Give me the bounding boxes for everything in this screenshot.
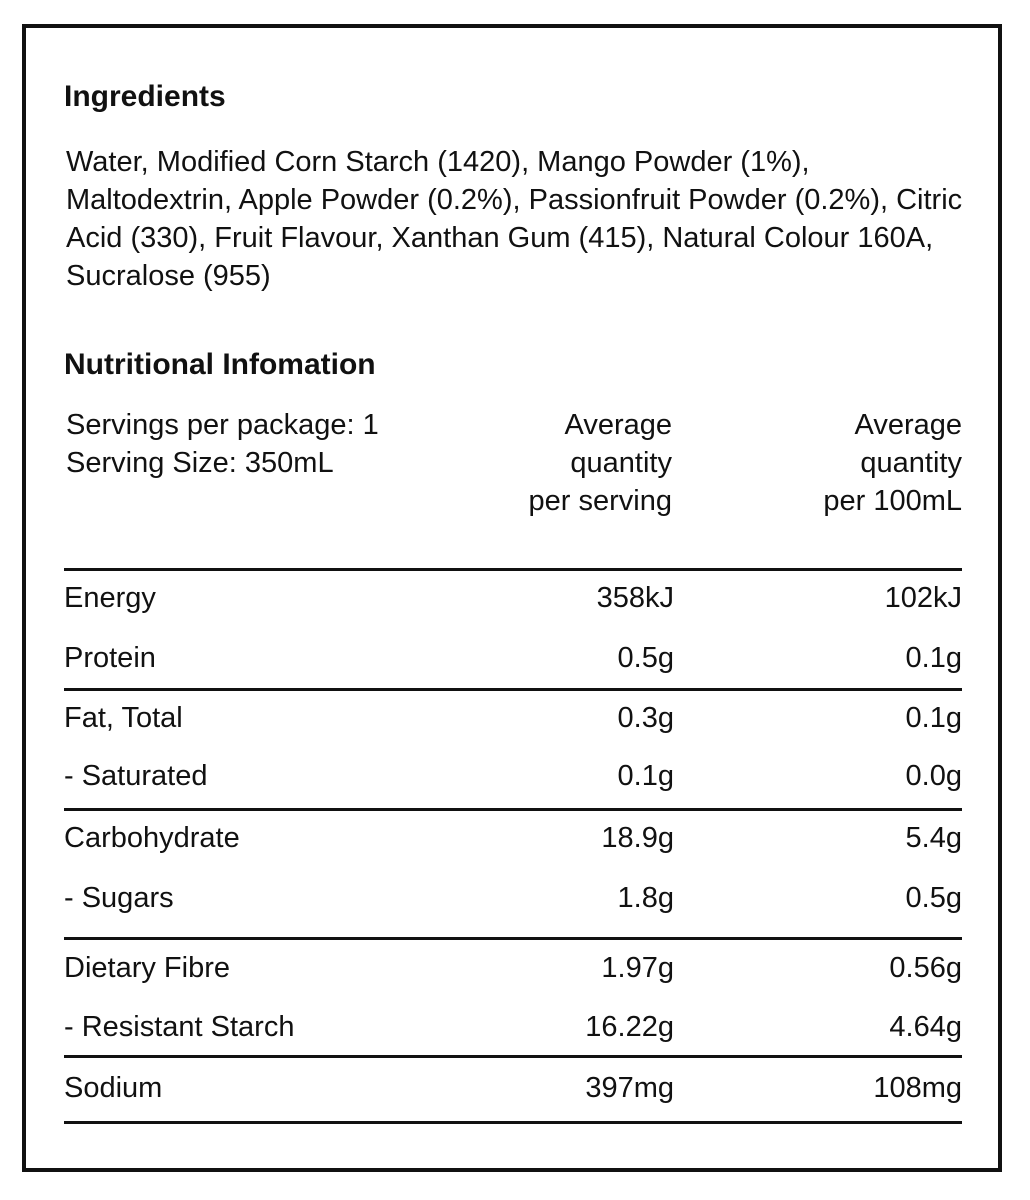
value-per-serving: 1.8g [617,882,674,914]
nutrient-name: Protein [64,642,156,674]
nutrient-name: - Resistant Starch [64,1011,295,1043]
nutrient-name: - Saturated [64,760,208,792]
value-per-serving: 0.1g [617,760,674,792]
value-per-100ml: 108mg [873,1072,962,1104]
servings-per-package: Servings per package: 1 [66,409,379,441]
value-per-serving: 397mg [585,1072,674,1104]
table-divider [64,688,962,691]
table-row [64,1007,962,1047]
table-divider [64,1055,962,1058]
value-per-serving: 0.3g [617,702,674,734]
nutrient-name: Energy [64,582,156,614]
value-per-serving: 16.22g [585,1011,674,1043]
nutrient-name: Carbohydrate [64,822,240,854]
nutrient-name: Fat, Total [64,702,183,734]
table-row [64,1068,962,1108]
table-divider [64,1121,962,1124]
serving-info [66,406,379,482]
ingredients-list: Water, Modified Corn Starch (1420), Mango Powder (1%), Maltodextrin, Apple Powder (0.2%), Passionfruit Powder (0.2%), Citric Acid (330), Fruit Flavour, Xanthan Gum (415), Natural Colour 160A, Sucralose (955) [66,146,963,292]
table-row [64,698,962,738]
nutrient-name: - Sugars [64,882,174,914]
table-divider [64,568,962,571]
nutrition-label-panel [22,24,1002,1172]
value-per-serving: 1.97g [601,952,674,984]
table-row [64,638,962,678]
value-per-100ml: 0.1g [905,702,962,734]
table-row [64,578,962,618]
nutrient-name: Dietary Fibre [64,952,230,984]
value-per-100ml: 5.4g [905,822,962,854]
ingredients-heading: Ingredients [64,80,226,113]
table-row [64,948,962,988]
header-per-100ml: Average quantity per 100mL [823,409,962,517]
nutrition-heading: Nutritional Infomation [64,348,376,381]
header-per-serving: Average quantity per serving [528,409,672,517]
serving-size: Serving Size: 350mL [66,447,334,479]
value-per-100ml: 0.5g [905,882,962,914]
table-divider [64,937,962,940]
value-per-100ml: 0.1g [905,642,962,674]
value-per-100ml: 0.56g [889,952,962,984]
value-per-100ml: 0.0g [905,760,962,792]
value-per-serving: 18.9g [601,822,674,854]
table-row [64,878,962,918]
table-row [64,756,962,796]
value-per-100ml: 102kJ [884,582,962,614]
nutrient-name: Sodium [64,1072,163,1104]
table-row [64,818,962,858]
value-per-serving: 358kJ [596,582,674,614]
value-per-100ml: 4.64g [889,1011,962,1043]
value-per-serving: 0.5g [617,642,674,674]
table-divider [64,808,962,811]
